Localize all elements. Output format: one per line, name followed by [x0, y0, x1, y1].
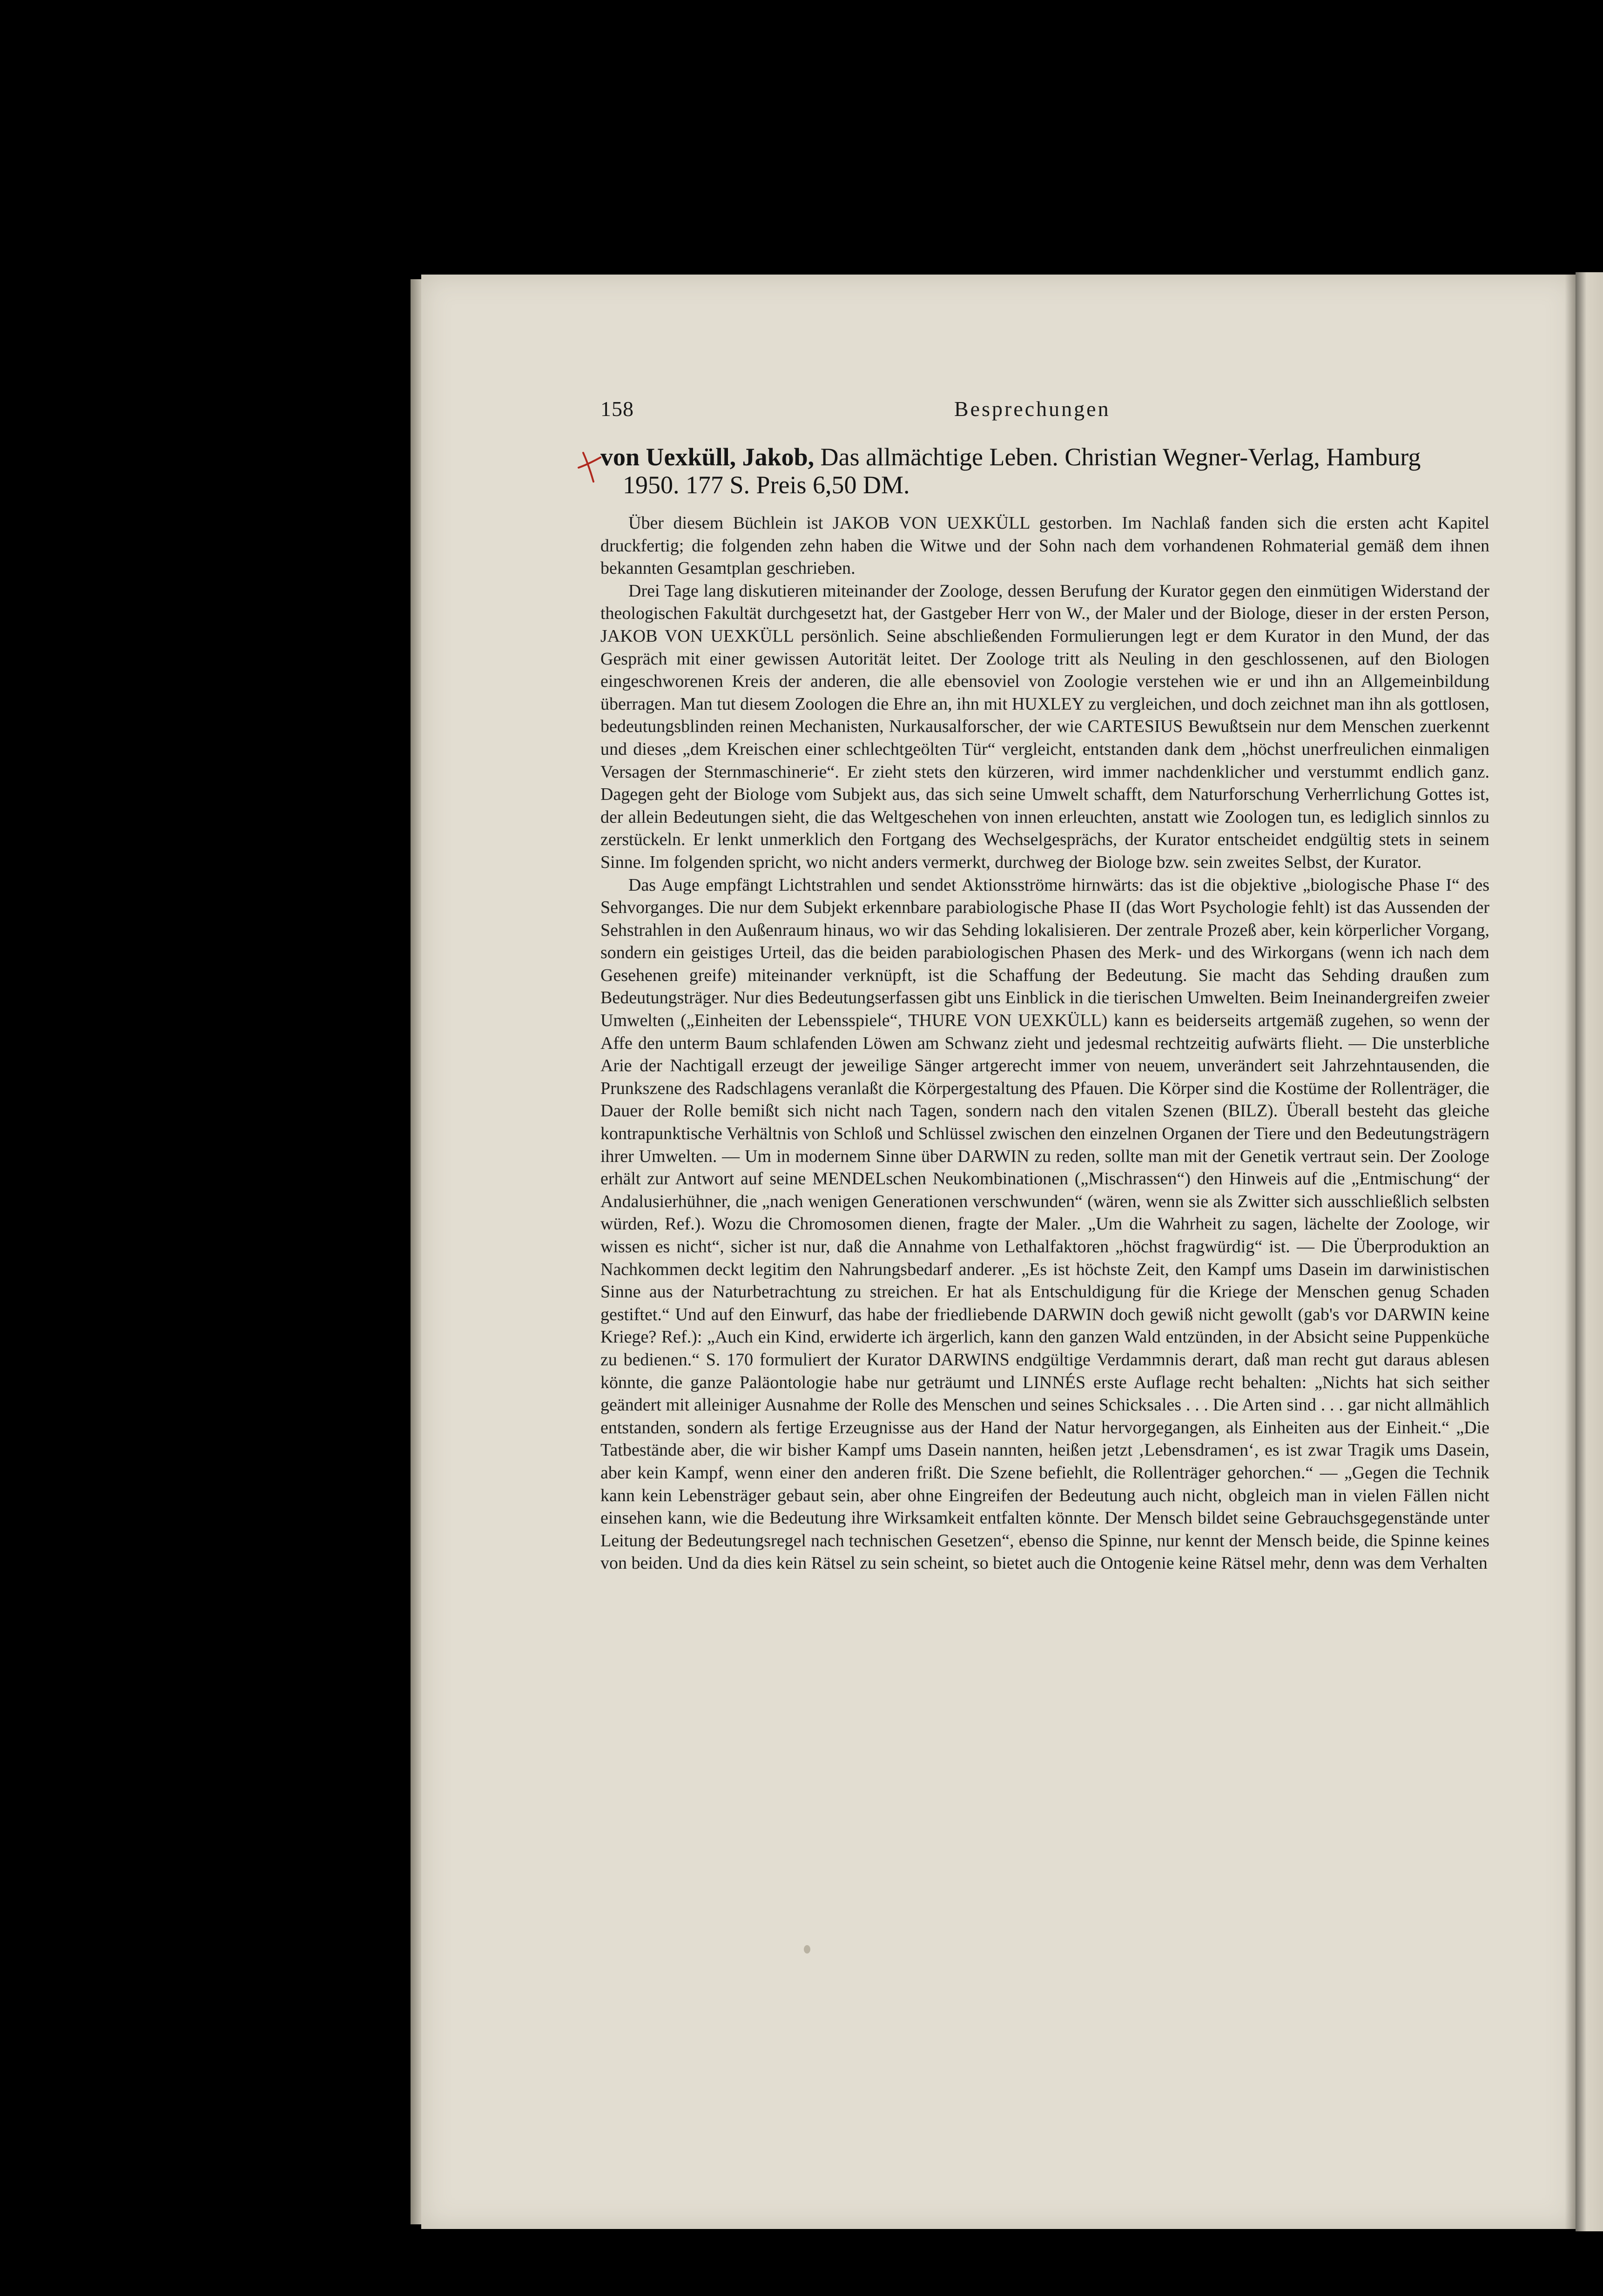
author-name: von Uexküll, Jakob, — [600, 443, 815, 471]
book-details: 1950. 177 S. Preis 6,50 DM. — [623, 471, 910, 499]
paper-smudge — [804, 1945, 810, 1954]
review-entry-title — [600, 443, 1494, 499]
page-number: 158 — [600, 397, 634, 421]
next-page-edge — [1576, 272, 1603, 2231]
handwritten-x-mark-icon — [575, 449, 603, 484]
page-header — [600, 396, 1492, 424]
review-body — [600, 512, 1489, 1575]
book-title: Das allmächtige Leben. Christian Wegner-Verlag, Hamburg — [820, 443, 1421, 471]
paragraph-1: Über diesem Büchlein ist JAKOB VON UEXKÜLL gestorben. Im Nachlaß fanden sich die ersten acht Kapitel druckfertig; die folgenden zehn haben die Witwe und der Sohn nach dem vorhandenen Rohmaterial gemäß dem ihnen bekannten Gesamtplan geschrieben. — [600, 513, 1489, 578]
paragraph-2: Drei Tage lang diskutieren miteinander der Zoologe, dessen Berufung der Kurator gegen den einmütigen Widerstand der theologischen Fakultät durchgesetzt hat, der Gastgeber Herr von W., der Maler und der Biologe, dieser in der ersten Person, JAKOB VON UEXKÜLL persönlich. Seine abschließenden Formulierungen legt er dem Kurator in den Mund, der das Gespräch mit einer gewissen Autorität leitet. Der Zoologe tritt als Neuling in den geschlossenen, auf den Biologen eingeschworenen Kreis der anderen, die alle ebensoviel von Zoologie verstehen wie er und ihn an Allgemeinbildung überragen. Man tut diesem Zoologen die Ehre an, ihn mit HUXLEY zu vergleichen, und doch zeichnet man ihn als gottlosen, bedeutungsblinden reinen Mechanisten, Nurkausalforscher, der wie CARTESIUS Bewußtsein nur dem Menschen zuerkennt und dieses „dem Kreischen einer schlechtgeölten Tür“ vergleicht, entstanden dank dem „höchst unerfreulichen einmaligen Versagen der Sternmaschinerie“. Er zieht stets den kürzeren, wird immer nachdenklicher und verstummt endlich ganz. Dagegen geht der Biologe vom Subjekt aus, das sich seine Umwelt schafft, dem Naturforschung Verherrlichung Gottes ist, der allein Bedeutungen sieht, die das Weltgeschehen von innen erleuchten, anstatt wie Zoologen tun, es lediglich sinnlos zu zerstückeln. Er lenkt unmerklich den Fortgang des Wechselgesprächs, der Kurator entscheidet endgültig stets in seinem Sinne. Im folgenden spricht, wo nicht anders vermerkt, durchweg der Biologe bzw. sein zweites Selbst, der Kurator. — [600, 581, 1489, 872]
running-head: Besprechungen — [954, 397, 1111, 421]
paragraph-3: Das Auge empfängt Lichtstrahlen und sendet Aktionsströme hirnwärts: das ist die objektive „biologische Phase I“ des Sehvorganges. Die nur dem Subjekt erkennbare parabiologische Phase II (das Wort Psychologie fehlt) ist das Aussenden der Sehstrahlen in den Außenraum hinaus, wo wir das Sehding lokalisieren. Der zentrale Prozeß aber, kein körperlicher Vorgang, sondern ein geistiges Urteil, das die beiden parabiologischen Phasen des Merk- und des Wirkorgans (wenn ich nach dem Gesehenen greife) miteinander verknüpft, ist die Schaffung der Bedeutung. Sie macht das Sehding draußen zum Bedeutungsträger. Nur dies Bedeutungserfassen gibt uns Einblick in die tierischen Umwelten. Beim Ineinandergreifen zweier Umwelten („Einheiten der Lebensspiele“, THURE VON UEXKÜLL) kann es beiderseits artgemäß zugehen, so wenn der Affe den unterm Baum schlafenden Löwen am Schwanz zieht und jedesmal rechtzeitig aufwärts flieht. — Die unsterbliche Arie der Nachtigall erzeugt der jeweilige Sänger artgerecht immer von neuem, unverändert seit Jahrzehntausenden, die Prunkszene des Radschlagens veranlaßt die Körpergestaltung des Pfauen. Die Körper sind die Kostüme der Rollenträger, die Dauer der Rolle bemißt sich nicht nach Tagen, sondern nach den vitalen Szenen (BILZ). Überall besteht das gleiche kontrapunktische Verhältnis von Schloß und Schlüssel zwischen den einzelnen Organen der Tiere und den Bedeutungsträgern ihrer Umwelten. — Um in modernem Sinne über DARWIN zu reden, sollte man mit der Genetik vertraut sein. Der Zoologe erhält zur Antwort auf seine MENDELschen Neukombinationen („Mischrassen“) den Hinweis auf die „Entmischung“ der Andalusierhühner, die „nach wenigen Generationen verschwunden“ (wären, wenn sie als Zwitter sich ausschließlich selbsten würden, Ref.). Wozu die Chromosomen dienen, fragte der Maler. „Um die Wahrheit zu sagen, lächelte der Zoologe, wir wissen es nicht“, sicher ist nur, daß die Annahme von Lethalfaktoren „höchst fragwürdig“ ist. — Die Überproduktion an Nachkommen deckt legitim den Nahrungsbedarf anderer. „Es ist höchste Zeit, den Kampf ums Dasein im darwinistischen Sinne aus der Naturbetrachtung zu streichen. Er hat als Entschuldigung für die Kriege der Menschen genug Schaden gestiftet.“ Und auf den Einwurf, das habe der friedliebende DARWIN doch gewiß nicht gewollt (gab's vor DARWIN keine Kriege? Ref.): „Auch ein Kind, erwiderte ich ärgerlich, kann den ganzen Wald entzünden, in der Absicht seine Puppenküche zu bedienen.“ S. 170 formuliert der Kurator DARWINS endgültige Verdammnis derart, daß man recht gut daraus ablesen könnte, die ganze Paläontologie habe nur geträumt und LINNÉS erste Auflage recht behalten: „Nichts hat sich seither geändert mit alleiniger Ausnahme der Rolle des Menschen und seines Schicksales . . . Die Arten sind . . . gar nicht allmählich entstanden, sondern als fertige Erzeugnisse aus der Hand der Natur hervorgegangen, als Einheiten aus der Einheit.“ „Die Tatbestände aber, die wir bisher Kampf ums Dasein nannten, heißen jetzt ‚Lebensdramen‘, es ist zwar Tragik ums Dasein, aber kein Kampf, wenn einer den anderen frißt. Die Szene befiehlt, die Rollenträger gehorchen.“ — „Gegen die Technik kann kein Lebensträger gebaut sein, aber ohne Eingreifen der Bedeutung auch nicht, obgleich man in vielen Fällen nicht einsehen kann, wie die Bedeutung ihre Wirksamkeit entfalten könnte. Der Mensch bildet seine Gebrauchsgegenstände unter Leitung der Bedeutungsregel nach technischen Gesetzen“, ebenso die Spinne, nur kennt der Mensch beide, die Spinne keines von beiden. Und da dies kein Rätsel zu sein scheint, so bietet auch die Ontogenie keine Rätsel mehr, denn was dem Verhalten — [600, 875, 1489, 1573]
